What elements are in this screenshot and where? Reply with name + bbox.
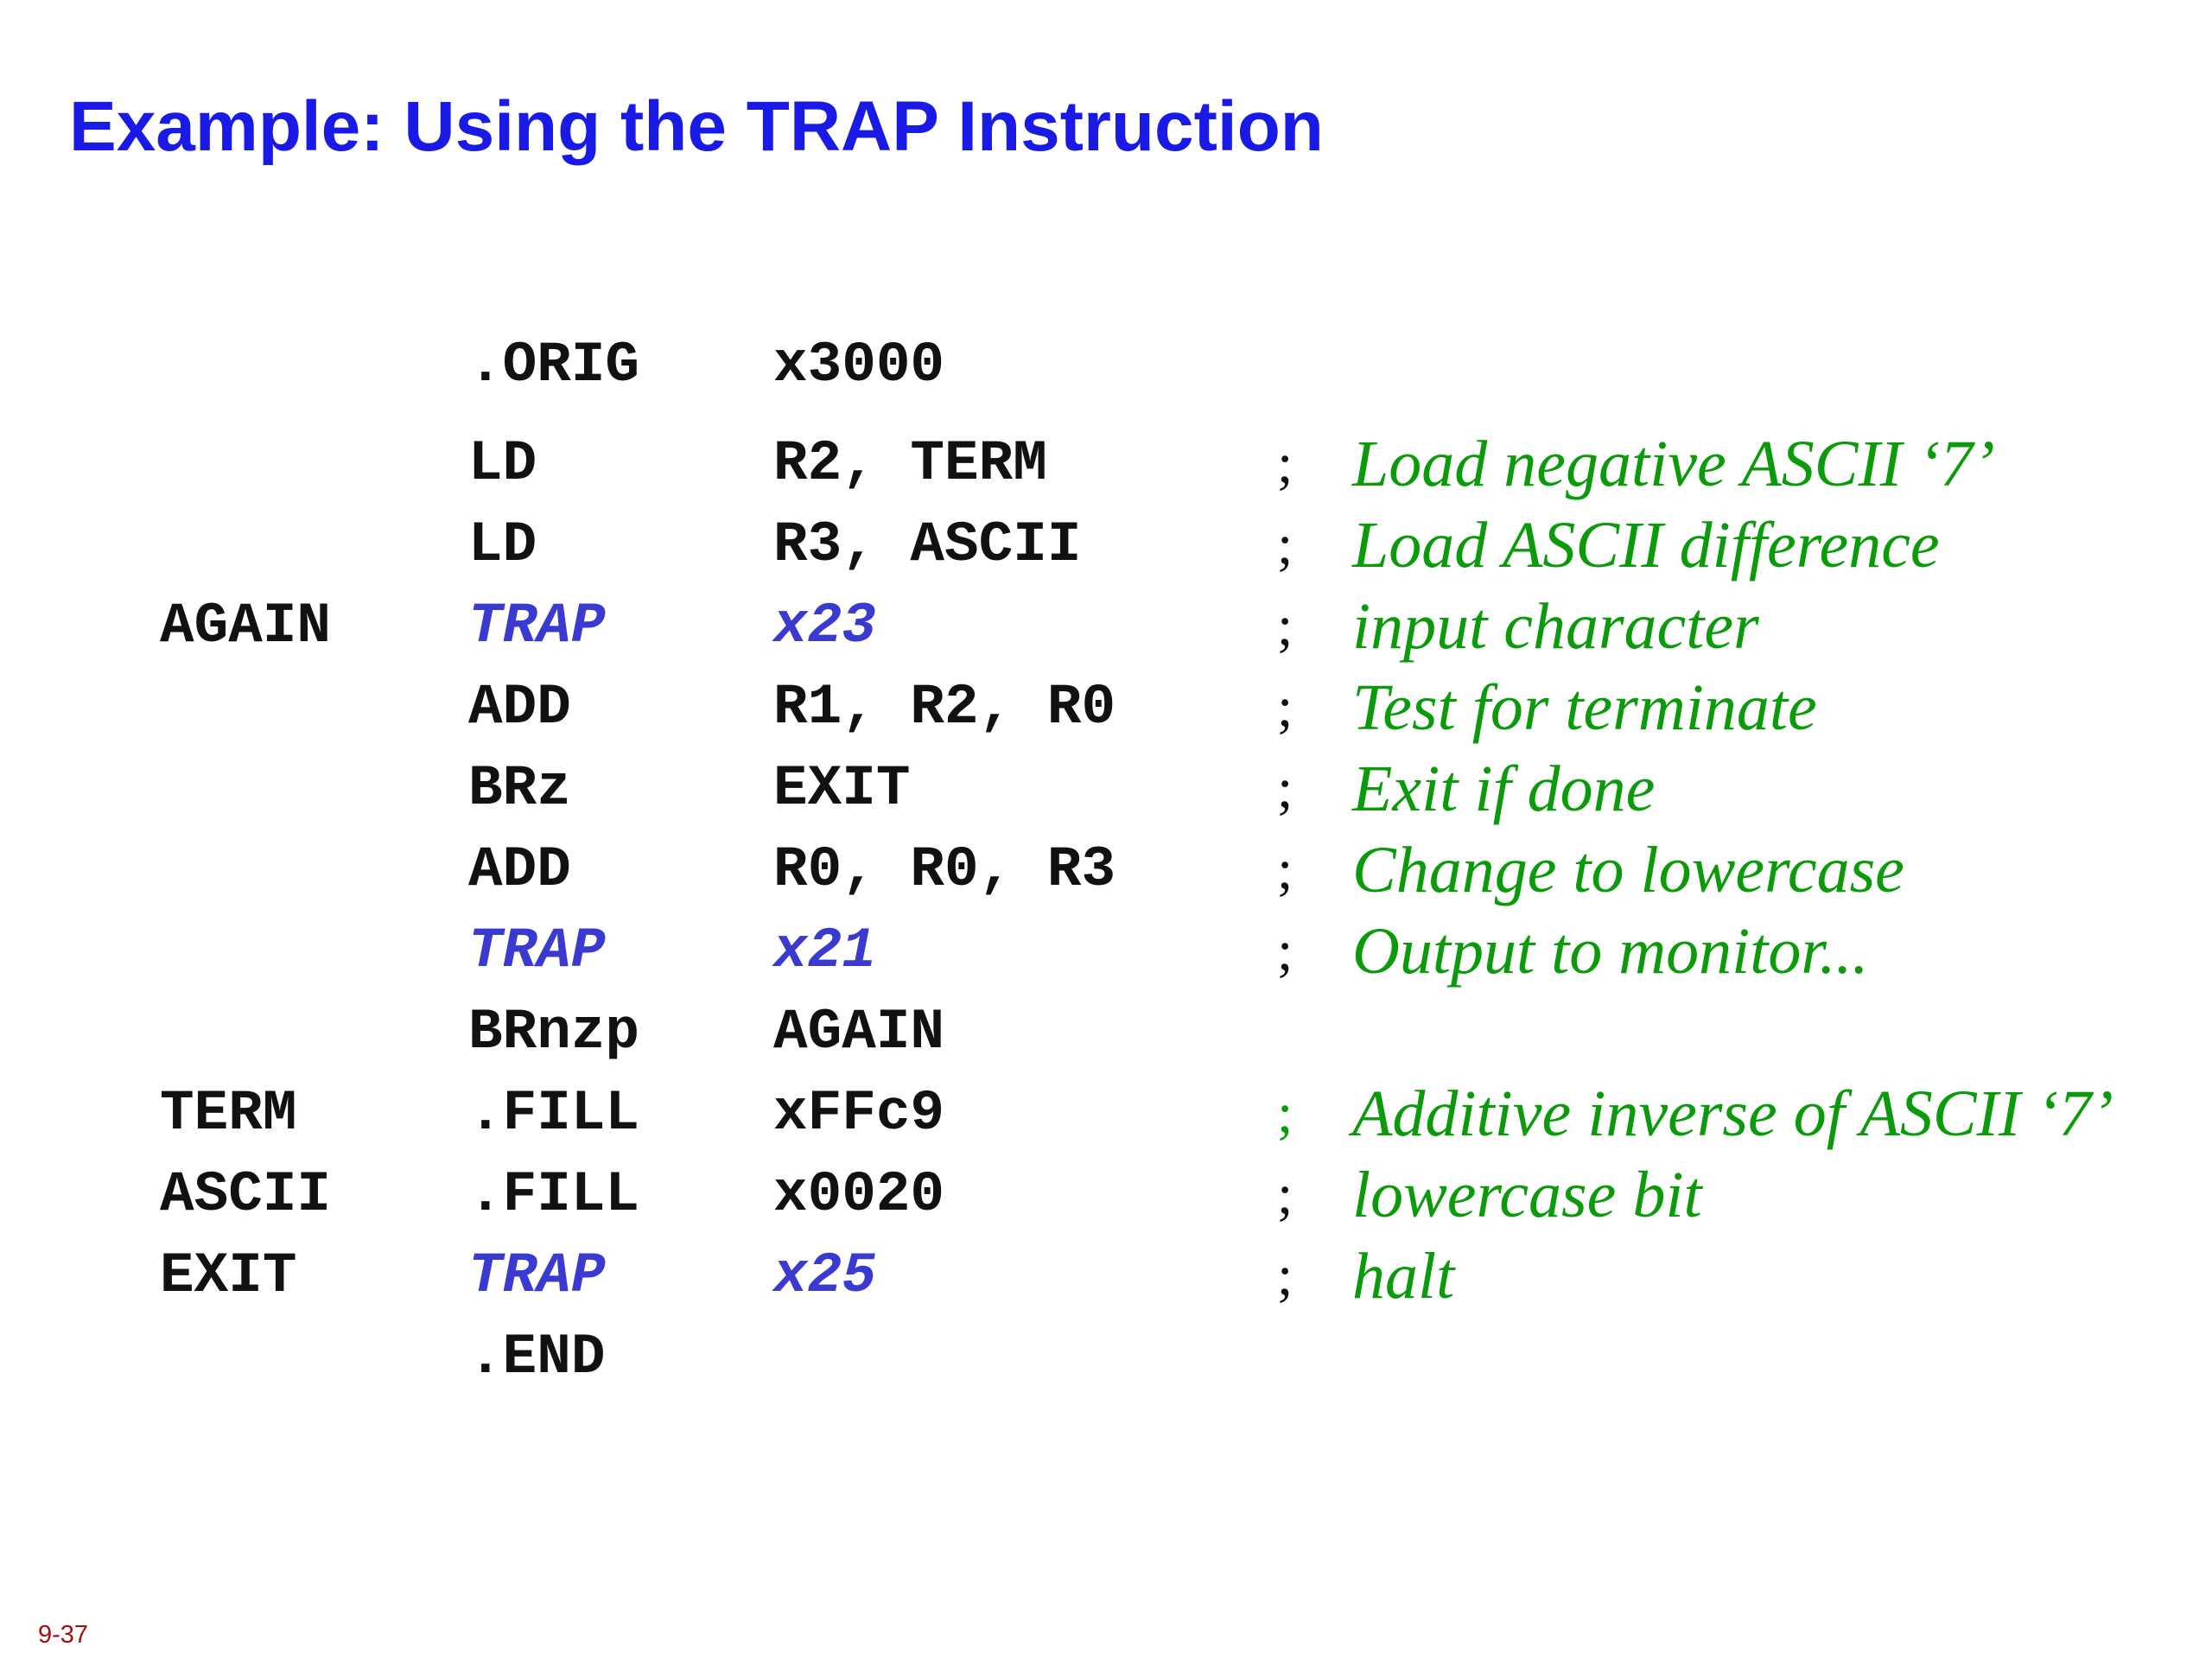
page-number: 9-37: [38, 1621, 89, 1649]
code-operand-trap-vector: x25: [773, 1243, 876, 1308]
code-opcode: .END: [468, 1325, 606, 1389]
code-operand: x3000: [773, 333, 945, 397]
comment-delimiter: ;: [1277, 1082, 1294, 1145]
code-operand: R3, ASCII: [773, 512, 1082, 577]
code-opcode: BRz: [468, 756, 571, 821]
code-line-end: [0, 1317, 2212, 1398]
code-label: AGAIN: [160, 594, 332, 658]
comment-delimiter: ;: [1277, 432, 1294, 495]
code-operand: R0, R0, R3: [773, 837, 1116, 902]
code-opcode: .FILL: [468, 1081, 640, 1146]
comment-delimiter: ;: [1277, 513, 1294, 576]
slide-title: Example: Using the TRAP Instruction: [69, 87, 1324, 166]
code-label: ASCII: [160, 1162, 332, 1227]
code-operand: x0020: [773, 1162, 945, 1227]
code-line-ld-term: [0, 423, 2212, 505]
code-line-brz: [0, 748, 2212, 830]
comment-delimiter: ;: [1277, 676, 1294, 739]
comment-delimiter: ;: [1277, 594, 1294, 658]
comment-delimiter: ;: [1277, 919, 1294, 982]
code-line-add-lowercase: [0, 830, 2212, 911]
code-opcode-trap: TRAP: [468, 594, 606, 658]
comment-delimiter: ;: [1277, 1163, 1294, 1226]
code-comment: input character: [1352, 590, 1759, 663]
code-line-add-test: [0, 667, 2212, 748]
code-comment: Additive inverse of ASCII ‘7’: [1352, 1077, 2113, 1150]
code-comment: Output to monitor...: [1352, 915, 1869, 988]
code-comment: halt: [1352, 1240, 1455, 1313]
code-line-ld-ascii: [0, 505, 2212, 586]
code-operand: R1, R2, R0: [773, 675, 1116, 740]
code-comment: Exit if done: [1352, 753, 1656, 825]
code-opcode-trap: TRAP: [468, 1243, 606, 1308]
code-opcode: ADD: [468, 675, 571, 740]
code-opcode: ADD: [468, 837, 571, 902]
code-comment: Change to lowercase: [1352, 834, 1904, 906]
code-operand: EXIT: [773, 756, 911, 821]
code-opcode: BRnzp: [468, 1000, 640, 1065]
code-comment: Test for terminate: [1352, 671, 1817, 744]
comment-delimiter: ;: [1277, 757, 1294, 820]
code-line-orig: [0, 325, 2212, 406]
code-opcode: LD: [468, 431, 537, 496]
code-line-trap-x21: [0, 911, 2212, 992]
code-operand: R2, TERM: [773, 431, 1047, 496]
code-line-ascii-fill: [0, 1154, 2212, 1236]
code-line-term-fill: [0, 1073, 2212, 1154]
code-opcode: .ORIG: [468, 333, 640, 397]
code-operand: AGAIN: [773, 1000, 945, 1065]
code-opcode-trap: TRAP: [468, 918, 606, 983]
code-operand-trap-vector: x21: [773, 918, 876, 983]
code-comment: lowercase bit: [1352, 1159, 1702, 1231]
code-operand-trap-vector: x23: [773, 594, 876, 658]
code-comment: Load negative ASCII ‘7’: [1352, 428, 1995, 500]
comment-delimiter: ;: [1277, 1244, 1294, 1307]
code-line-trap-x23: [0, 586, 2212, 667]
code-operand: xFFc9: [773, 1081, 945, 1146]
code-label: EXIT: [160, 1243, 297, 1308]
code-line-exit-trap: [0, 1236, 2212, 1317]
code-label: TERM: [160, 1081, 297, 1146]
code-line-brnzp: [0, 992, 2212, 1073]
comment-delimiter: ;: [1277, 838, 1294, 901]
code-comment: Load ASCII difference: [1352, 509, 1940, 582]
code-opcode: LD: [468, 512, 537, 577]
code-opcode: .FILL: [468, 1162, 640, 1227]
